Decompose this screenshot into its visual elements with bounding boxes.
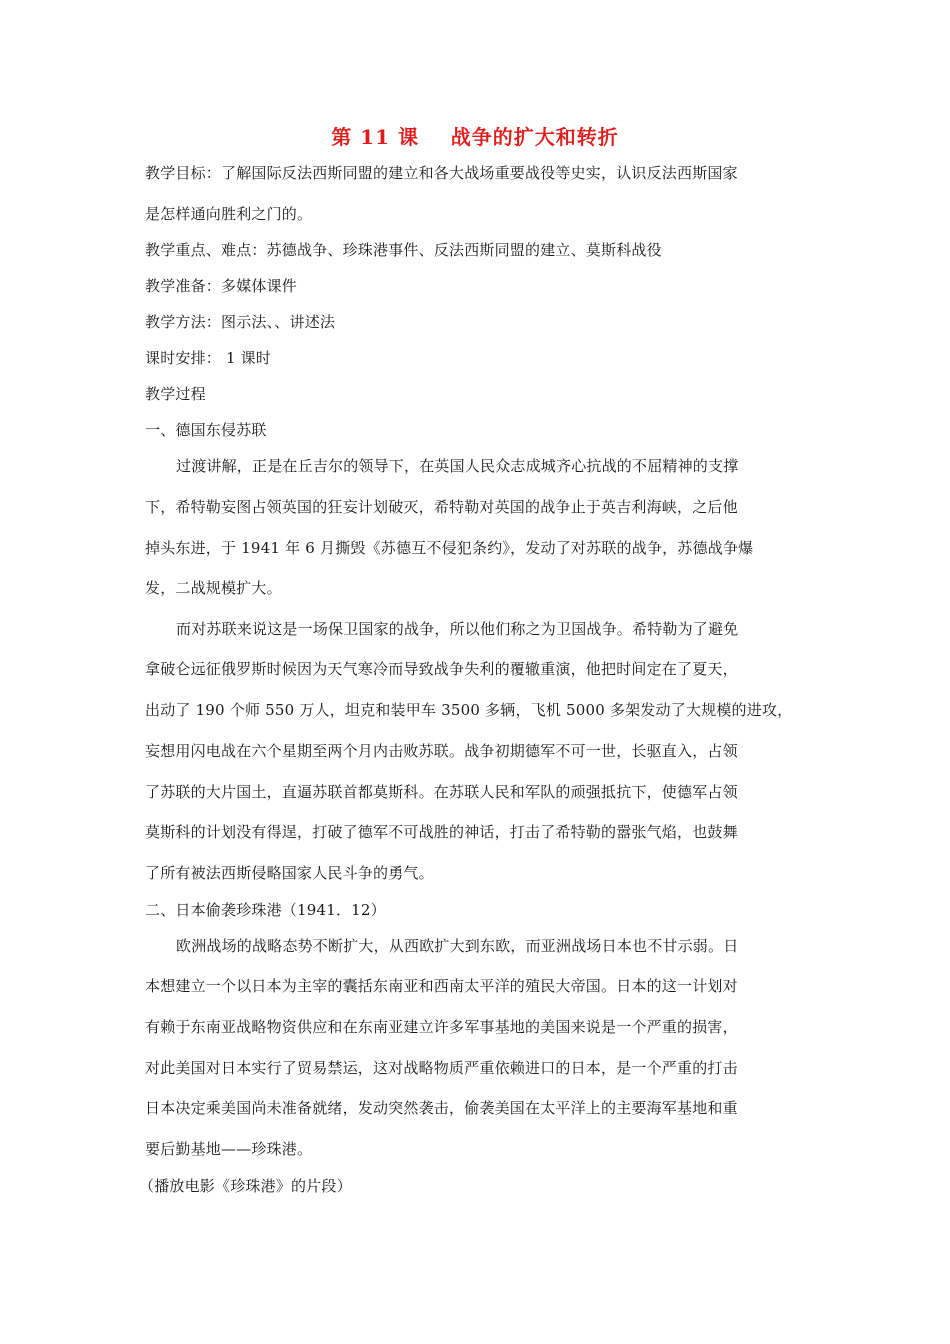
- preparation-line: 教学准备：多媒体课件: [145, 277, 298, 295]
- film-note-line: （播放电影《珍珠港》的片段）: [139, 1177, 352, 1195]
- paragraph-3-line-5: 日本决定乘美国尚未准备就绪，发动突然袭击，偷袭美国在太平洋上的主要海军基地和重: [145, 1099, 738, 1117]
- paragraph-3-line-2: 本想建立一个以日本为主宰的囊括东南亚和西南太平洋的殖民大帝国。日本的这一计划对: [145, 977, 738, 995]
- section-2-heading: 二、日本偷袭珍珠港（1941．12）: [145, 901, 386, 919]
- method-line: 教学方法：图示法、、讲述法: [145, 313, 336, 331]
- lesson-title: 第 11 课 战争的扩大和转折: [331, 125, 619, 149]
- paragraph-1-line-2: 下，希特勒妄图占领英国的狂妄计划破灭，希特勒对英国的战争止于英吉利海峡，之后他: [145, 498, 738, 516]
- section-1-heading: 一、德国东侵苏联: [145, 421, 267, 439]
- schedule-line: 课时安排： 1 课时: [145, 349, 272, 367]
- process-heading: 教学过程: [145, 385, 206, 403]
- paragraph-2-line-1: 而对苏联来说这是一场保卫国家的战争，所以他们称之为卫国战争。希特勒为了避免: [176, 620, 739, 638]
- paragraph-2-line-3: 出动了 190 个师 550 万人，坦克和装甲车 3500 多辆，飞机 5000 多架发动了大规模的进攻，: [145, 701, 793, 719]
- paragraph-2-line-5: 了苏联的大片国土，直逼苏联首都莫斯科。在苏联人民和军队的顽强抵抗下，使德军占领: [145, 783, 738, 801]
- key-points-line: 教学重点、难点：苏德战争、珍珠港事件、反法西斯同盟的建立、莫斯科战役: [145, 241, 662, 259]
- paragraph-1-line-3: 掉头东进，于 1941 年 6 月撕毁《苏德互不侵犯条约》，发动了对苏联的战争，苏德战争爆: [145, 539, 754, 557]
- paragraph-3-line-4: 对此美国对日本实行了贸易禁运，这对战略物质严重依赖进口的日本，是一个严重的打击: [145, 1059, 738, 1077]
- objective-line-1: 教学目标：了解国际反法西斯同盟的建立和各大战场重要战役等史实，认识反法西斯国家: [145, 164, 738, 182]
- paragraph-1-line-4: 发，二战规模扩大。: [145, 579, 282, 597]
- paragraph-3-line-3: 有赖于东南亚战略物资供应和在东南亚建立许多军事基地的美国来说是一个严重的损害，: [145, 1018, 738, 1036]
- paragraph-2-line-4: 妄想用闪电战在六个星期至两个月内击败苏联。战争初期德军不可一世，长驱直入，占领: [145, 742, 738, 760]
- paragraph-2-line-7: 了所有被法西斯侵略国家人民斗争的勇气。: [145, 864, 434, 882]
- objective-line-2: 是怎样通向胜利之门的。: [145, 205, 313, 223]
- paragraph-3-line-1: 欧洲战场的战略态势不断扩大，从西欧扩大到东欧，而亚洲战场日本也不甘示弱。日: [176, 937, 739, 955]
- paragraph-1-line-1: 过渡讲解，正是在丘吉尔的领导下，在英国人民众志成城齐心抗战的不屈精神的支撑: [176, 457, 739, 475]
- paragraph-2-line-2: 拿破仑远征俄罗斯时候因为天气寒冷而导致战争失利的覆辙重演，他把时间定在了夏天，: [145, 660, 738, 678]
- paragraph-2-line-6: 莫斯科的计划没有得逞，打破了德军不可战胜的神话，打击了希特勒的嚣张气焰，也鼓舞: [145, 823, 738, 841]
- paragraph-3-line-6: 要后勤基地——珍珠港。: [145, 1140, 313, 1158]
